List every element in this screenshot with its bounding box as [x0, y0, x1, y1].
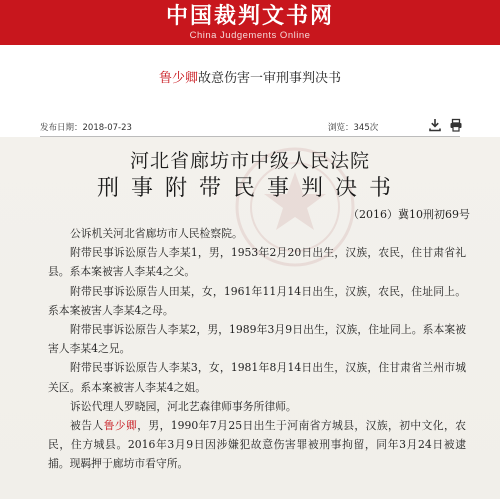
document-title: [0, 70, 500, 88]
case-number: （2016）冀10刑初69号: [348, 208, 470, 221]
verdict-type: 刑事附带民事判决书: [96, 176, 403, 201]
document-actions: [428, 118, 467, 132]
paragraph-plaintiff-2: 附带民事诉讼原告人田某，女，1961年11月14日出生，汉族，农民，住址同上。系本案被害人李某4之母。: [48, 284, 466, 317]
document-meta-bar: [0, 118, 500, 136]
document-title-party: 鲁少卿: [158, 71, 198, 86]
accused-name: 鲁少卿: [103, 419, 138, 433]
paragraph-plaintiff-1: 附带民事诉讼原告人李某1，男，1953年2月20日出生，汉族，农民，住甘肃省礼县。系本案被害人李某4之父。: [48, 246, 466, 279]
print-icon[interactable]: [449, 118, 463, 132]
site-banner[interactable]: [0, 0, 500, 45]
paragraph-attorney: 诉讼代理人罗晓园，河北艺森律师事务所律师。: [70, 399, 297, 413]
view-count: 浏览：345次: [328, 123, 379, 133]
publish-date: 发布日期：2018-07-23: [40, 123, 132, 133]
site-header: [0, 0, 500, 45]
accused-details: ，男，1990年7月25日出生于河南省方城县，汉族，初中文化，农民，住方城县。2016年3月9日因涉嫌犯故意伤害罪被刑事拘留，同年3月24日被逮捕。现羁押于廊坊市看守所。: [48, 419, 466, 471]
accused-prefix: 被告人: [70, 419, 104, 433]
paragraph-accused: [48, 416, 466, 474]
paragraph-plaintiff-4: 附带民事诉讼原告人李某3，女，1981年8月14日出生，汉族，住甘肃省兰州市城关区。系本案被害人李某4之姐。: [48, 361, 466, 394]
court-name: 河北省廊坊市中级人民法院: [129, 150, 370, 172]
paragraph-plaintiff-3: 附带民事诉讼原告人李某2，男，1989年3月9日出生，汉族，住址同上。系本案被害人李某4之兄。: [48, 323, 466, 356]
download-icon[interactable]: [428, 118, 442, 132]
document-body: [48, 224, 466, 474]
site-subtitle: China Judgements Online: [189, 30, 311, 41]
paragraph-prosecutor: 公诉机关河北省廊坊市人民检察院。: [70, 227, 243, 240]
site-title: 中国裁判文书网: [165, 4, 334, 29]
document-title-rest: 故意伤害一审刑事判决书: [198, 71, 342, 86]
